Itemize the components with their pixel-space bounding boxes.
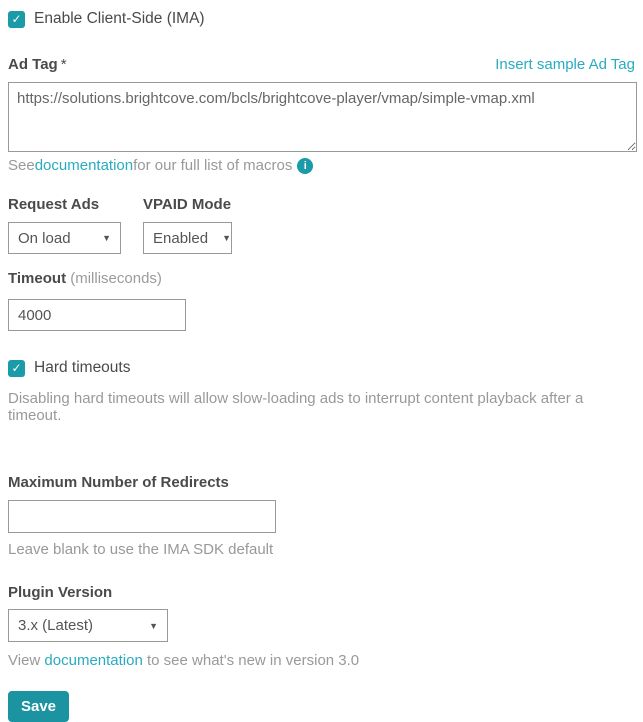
- request-ads-label: Request Ads: [8, 196, 100, 213]
- checkmark-icon: ✓: [11, 361, 22, 375]
- request-ads-select[interactable]: [8, 222, 121, 254]
- plugin-version-select[interactable]: [8, 609, 168, 642]
- checkmark-icon: ✓: [11, 12, 22, 26]
- timeout-label: Timeout (milliseconds): [8, 270, 162, 287]
- version-help-prefix: View: [8, 652, 45, 669]
- timeout-label-suffix: (milliseconds): [66, 270, 162, 287]
- info-icon[interactable]: i: [297, 158, 313, 174]
- vpaid-mode-value: Enabled: [153, 229, 209, 247]
- chevron-down-icon: ▼: [102, 233, 111, 243]
- request-ads-value: On load: [18, 229, 71, 247]
- request-ads-field: [8, 196, 143, 254]
- max-redirects-input[interactable]: [8, 500, 276, 533]
- max-redirects-label: Maximum Number of Redirects: [8, 474, 229, 491]
- plugin-version-help: [8, 652, 635, 669]
- vpaid-mode-select[interactable]: [143, 222, 232, 254]
- timeout-input[interactable]: [8, 299, 186, 331]
- plugin-version-label: Plugin Version: [8, 584, 113, 601]
- selects-row: [8, 196, 635, 254]
- hard-timeouts-description: Disabling hard timeouts will allow slow-loading ads to interrupt content playback after a timeout.: [8, 390, 584, 424]
- save-button[interactable]: Save: [8, 691, 69, 722]
- macros-help-suffix: for our full list of macros: [133, 157, 293, 174]
- enable-ima-label: Enable Client-Side (IMA): [34, 10, 205, 27]
- hard-timeouts-checkbox[interactable]: [8, 360, 25, 377]
- hard-timeouts-label: Hard timeouts: [34, 359, 131, 376]
- max-redirects-help: Leave blank to use the IMA SDK default: [8, 541, 274, 558]
- insert-sample-ad-tag-link[interactable]: Insert sample Ad Tag: [495, 56, 635, 73]
- hard-timeouts-row: [8, 359, 635, 377]
- vpaid-mode-label: VPAID Mode: [143, 196, 232, 213]
- documentation-link-macros[interactable]: documentation: [34, 157, 134, 174]
- chevron-down-icon: ▼: [149, 620, 158, 631]
- enable-ima-checkbox[interactable]: [8, 11, 25, 28]
- macros-help-line: [8, 157, 635, 174]
- macros-help-prefix: See: [8, 157, 35, 174]
- version-help-suffix: to see what's new in version 3.0: [142, 652, 360, 669]
- plugin-version-value: 3.x (Latest): [18, 617, 94, 634]
- documentation-link-version[interactable]: documentation: [44, 652, 143, 669]
- enable-ima-row: [8, 10, 635, 28]
- ad-tag-label: Ad Tag *: [8, 56, 67, 73]
- ad-tag-header: [8, 56, 635, 73]
- ad-tag-textarea[interactable]: [8, 82, 637, 152]
- chevron-down-icon: ▼: [222, 233, 231, 243]
- required-asterisk: *: [60, 56, 67, 73]
- vpaid-mode-field: [143, 196, 232, 254]
